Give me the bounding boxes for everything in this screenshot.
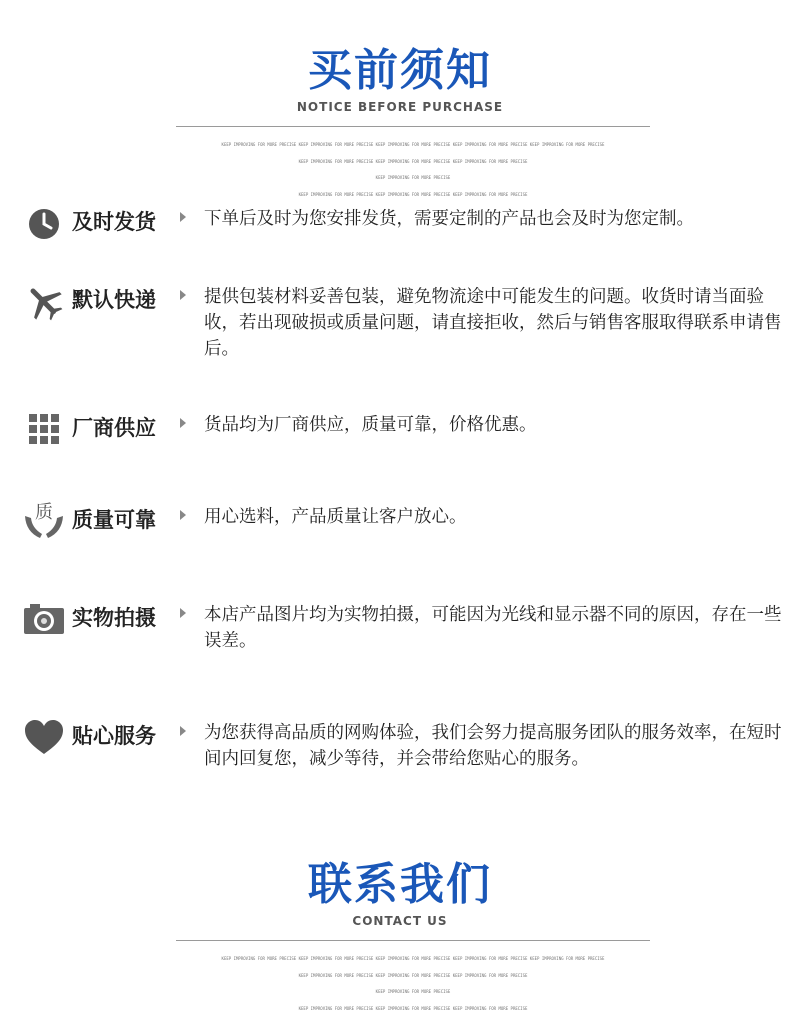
item-text: 下单后及时为您安排发货，需要定制的产品也会及时为您定制。 xyxy=(204,209,694,229)
item-label: 及时发货 xyxy=(72,210,156,234)
airplane-icon xyxy=(22,280,66,324)
chevron-right-icon xyxy=(180,290,186,300)
chevron-right-icon xyxy=(180,510,186,520)
grid-icon xyxy=(22,408,66,452)
chevron-right-icon xyxy=(180,418,186,428)
item-text: 为您获得高品质的网购体验，我们会努力提高服务团队的服务效率，在短时间内回复您，减少等待，并会带给您贴心的服务。 xyxy=(204,723,782,769)
quality-glyph: 质 xyxy=(35,502,53,523)
item-text: 提供包装材料妥善包装，避免物流途中可能发生的问题。收货时请当面验收，若出现破损或质量问题，请直接拒收，然后与销售客服取得联系申请售后。 xyxy=(204,287,782,359)
page-title: 买前须知 xyxy=(308,45,492,96)
item-text: 货品均为厂商供应，质量可靠，价格优惠。 xyxy=(204,415,537,435)
chevron-right-icon xyxy=(180,608,186,618)
header-tagline xyxy=(176,131,650,203)
clock-icon xyxy=(22,202,66,246)
heart-icon xyxy=(22,716,66,760)
page-subtitle: NOTICE BEFORE PURCHASE xyxy=(296,100,504,114)
footer-tagline xyxy=(176,945,650,1017)
chevron-right-icon xyxy=(180,212,186,222)
tagline-line: KEEP IMPROVING FOR MORE PRECISE KEEP IMPROVING FOR MORE PRECISE KEEP IMPROVING FOR MORE PRECISE xyxy=(298,158,528,164)
chevron-right-icon xyxy=(180,726,186,736)
footer-divider xyxy=(176,940,650,941)
tagline-line: KEEP IMPROVING FOR MORE PRECISE KEEP IMPROVING FOR MORE PRECISE KEEP IMPROVING FOR MORE PRECISE xyxy=(298,191,528,197)
tagline-line: KEEP IMPROVING FOR MORE PRECISE KEEP IMPROVING FOR MORE PRECISE KEEP IMPROVING FOR MORE PRECISE xyxy=(298,1005,528,1011)
quality-hands-icon xyxy=(22,500,66,544)
item-label: 质量可靠 xyxy=(72,508,156,532)
tagline-line: KEEP IMPROVING FOR MORE PRECISE xyxy=(375,989,451,994)
contact-subtitle: CONTACT US xyxy=(352,914,448,928)
item-label: 实物拍摄 xyxy=(72,606,156,630)
item-label: 贴心服务 xyxy=(72,724,156,748)
header-divider xyxy=(176,126,650,127)
item-text: 本店产品图片均为实物拍摄，可能因为光线和显示器不同的原因，存在一些误差。 xyxy=(204,605,782,651)
item-text: 用心选料，产品质量让客户放心。 xyxy=(204,507,467,527)
camera-icon xyxy=(22,598,66,642)
tagline-line: KEEP IMPROVING FOR MORE PRECISE xyxy=(375,175,451,180)
contact-title: 联系我们 xyxy=(308,859,492,910)
tagline-line: KEEP IMPROVING FOR MORE PRECISE KEEP IMPROVING FOR MORE PRECISE KEEP IMPROVING FOR MORE PRECISE KEEP IMPROVING FOR MORE PRECISE KEEP IMPROVING FOR MORE PRECISE xyxy=(221,142,605,147)
tagline-line: KEEP IMPROVING FOR MORE PRECISE KEEP IMPROVING FOR MORE PRECISE KEEP IMPROVING FOR MORE PRECISE xyxy=(298,972,528,978)
item-label: 默认快递 xyxy=(72,288,156,312)
item-label: 厂商供应 xyxy=(72,416,156,440)
tagline-line: KEEP IMPROVING FOR MORE PRECISE KEEP IMPROVING FOR MORE PRECISE KEEP IMPROVING FOR MORE PRECISE KEEP IMPROVING FOR MORE PRECISE KEEP IMPROVING FOR MORE PRECISE xyxy=(221,956,605,961)
